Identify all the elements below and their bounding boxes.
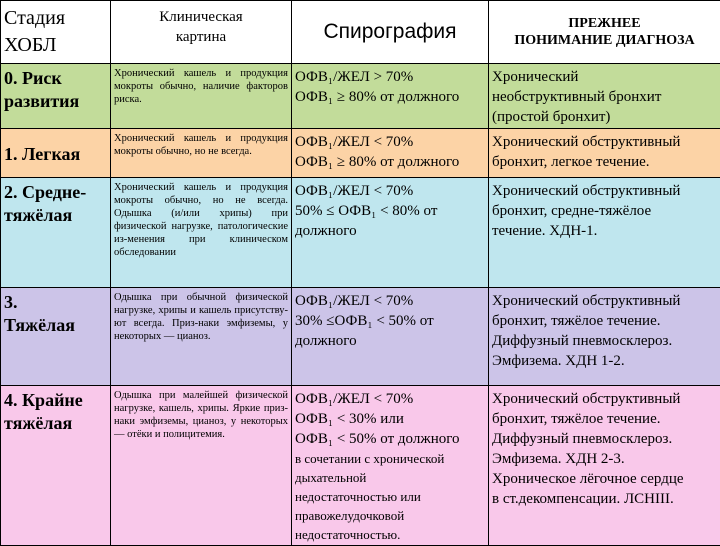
- spirography-cell: ОФВ₁/ЖЕЛ < 70% ОФВ₁ < 30% или ОФВ₁ < 50% от должного в сочетании с хронической дыхательной недостаточностью или правожелудочковой недостаточностью.: [292, 386, 489, 546]
- clinical-cell: Хронический кашель и продукция мокроты обычно, но не всегда.: [111, 129, 292, 178]
- spirography-cell: ОФВ₁/ЖЕЛ < 70% 50% ≤ ОФВ₁ < 80% от должного: [292, 178, 489, 288]
- previous-diagnosis-cell: Хронический обструктивный бронхит, тяжёлое течение. Диффузный пневмосклероз. Эмфизема. ХДН 1-2.: [489, 288, 720, 386]
- table-row: [1, 386, 720, 546]
- table-row: [1, 288, 720, 386]
- header-clinical: Клиническая картина: [111, 1, 292, 64]
- stage-cell: 0. Риск развития: [1, 64, 111, 129]
- spirography-cell: ОФВ₁/ЖЕЛ > 70% ОФВ₁ ≥ 80% от должного: [292, 64, 489, 129]
- previous-diagnosis-cell: Хронический обструктивный бронхит, тяжёлое течение. Диффузный пневмосклероз. Эмфизема. ХДН 2-3. Хроническое лёгочное сердце в ст.декомпенсации. ЛСНIII.: [489, 386, 720, 546]
- previous-diagnosis-cell: Хронический необструктивный бронхит (простой бронхит): [489, 64, 720, 129]
- spirography-cell: ОФВ₁/ЖЕЛ < 70% ОФВ₁ ≥ 80% от должного: [292, 129, 489, 178]
- table-row: [1, 64, 720, 129]
- table-header-row: [1, 1, 720, 64]
- table-row: [1, 129, 720, 178]
- header-previous-diagnosis: ПРЕЖНЕЕ ПОНИМАНИЕ ДИАГНОЗА: [489, 1, 720, 64]
- clinical-cell: Одышка при малейшей физической нагрузке, кашель, хрипы. Яркие приз-наки эмфиземы, цианоз, у некоторых — отёки и полицитемия.: [111, 386, 292, 546]
- stage-cell: 2. Средне- тяжёлая: [1, 178, 111, 288]
- previous-diagnosis-cell: Хронический обструктивный бронхит, средне-тяжёлое течение. ХДН-1.: [489, 178, 720, 288]
- clinical-cell: Одышка при обычной физической нагрузке, хрипы и кашель присутству-ют всегда. Приз-наки эмфиземы, у некоторых — цианоз.: [111, 288, 292, 386]
- header-spirography: Спирография: [292, 1, 489, 64]
- header-stage: Стадия ХОБЛ: [1, 1, 111, 64]
- stage-cell: 4. Крайне тяжёлая: [1, 386, 111, 546]
- clinical-cell: Хронический кашель и продукция мокроты обычно, наличие факторов риска.: [111, 64, 292, 129]
- spirography-cell: ОФВ₁/ЖЕЛ < 70% 30% ≤ОФВ₁ < 50% от должного: [292, 288, 489, 386]
- previous-diagnosis-cell: Хронический обструктивный бронхит, легкое течение.: [489, 129, 720, 178]
- stage-cell: 1. Легкая: [1, 129, 111, 178]
- stage-cell: 3. Тяжёлая: [1, 288, 111, 386]
- table-row: [1, 178, 720, 288]
- clinical-cell: Хронический кашель и продукция мокроты обычно, но не всегда. Одышка (и/или хрипы) при физической нагрузке, патологические из-менения при клиническом обследовании: [111, 178, 292, 288]
